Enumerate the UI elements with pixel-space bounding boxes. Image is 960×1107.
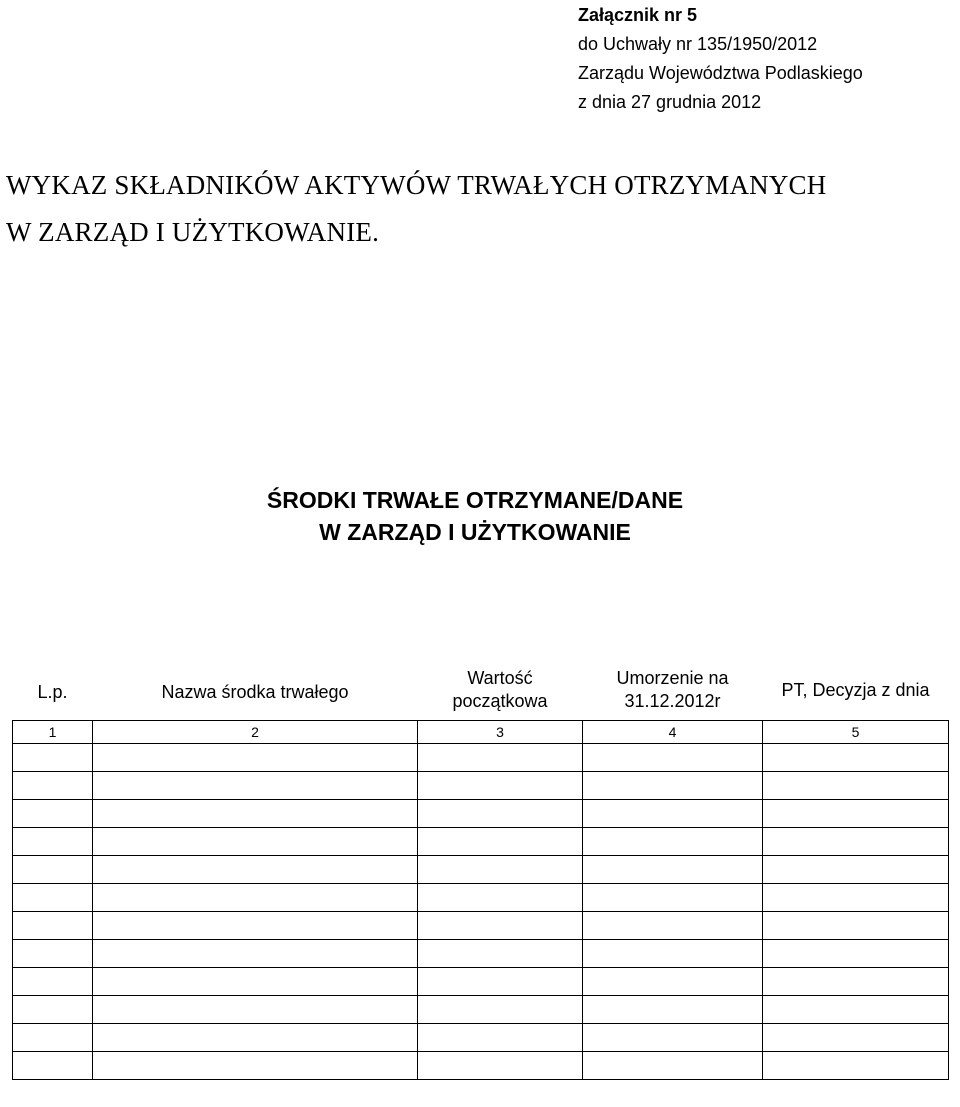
table-cell[interactable]	[93, 1024, 418, 1052]
table-cell[interactable]	[418, 884, 583, 912]
board-name: Zarządu Województwa Podlaskiego	[578, 63, 863, 83]
resolution-date: z dnia 27 grudnia 2012	[578, 92, 762, 112]
table-cell[interactable]	[583, 1024, 763, 1052]
table-cell[interactable]	[418, 940, 583, 968]
header-lp: L.p.	[13, 660, 93, 721]
table-cell[interactable]	[763, 1024, 949, 1052]
document-title-line-2: W ZARZĄD I UŻYTKOWANIE.	[6, 217, 380, 247]
table-row	[13, 772, 949, 800]
section-title-line-2: W ZARZĄD I UŻYTKOWANIE	[319, 519, 631, 545]
table-body	[13, 744, 949, 1080]
table-cell[interactable]	[93, 856, 418, 884]
table-cell[interactable]	[583, 856, 763, 884]
header-asset-name: Nazwa środka trwałego	[93, 660, 418, 721]
attachment-header	[578, 1, 863, 117]
table-cell[interactable]	[13, 800, 93, 828]
table-row	[13, 856, 949, 884]
table-cell[interactable]	[13, 828, 93, 856]
table-cell[interactable]	[583, 940, 763, 968]
table-row	[13, 1052, 949, 1080]
table-cell[interactable]	[13, 884, 93, 912]
table-cell[interactable]	[418, 744, 583, 772]
table-cell[interactable]	[13, 996, 93, 1024]
column-number: 2	[93, 721, 418, 744]
table-cell[interactable]	[13, 1024, 93, 1052]
table-cell[interactable]	[583, 772, 763, 800]
table-cell[interactable]	[763, 996, 949, 1024]
table-cell[interactable]	[93, 800, 418, 828]
table-cell[interactable]	[583, 1052, 763, 1080]
table-cell[interactable]	[763, 1052, 949, 1080]
table-row	[13, 828, 949, 856]
table-row	[13, 912, 949, 940]
table-cell[interactable]	[13, 968, 93, 996]
table-row	[13, 996, 949, 1024]
table-cell[interactable]	[763, 828, 949, 856]
table-cell[interactable]	[93, 968, 418, 996]
table-cell[interactable]	[763, 744, 949, 772]
header-depreciation: Umorzenie na 31.12.2012r	[583, 660, 763, 721]
table-row	[13, 1024, 949, 1052]
column-number: 3	[418, 721, 583, 744]
table-cell[interactable]	[583, 800, 763, 828]
table-row	[13, 800, 949, 828]
section-title	[0, 484, 950, 548]
table-cell[interactable]	[763, 856, 949, 884]
table-cell[interactable]	[763, 772, 949, 800]
column-number: 5	[763, 721, 949, 744]
table-cell[interactable]	[418, 1024, 583, 1052]
assets-table	[12, 660, 949, 1080]
table-row	[13, 940, 949, 968]
table-cell[interactable]	[418, 828, 583, 856]
table-cell[interactable]	[763, 940, 949, 968]
header-initial-value: Wartość początkowa	[418, 660, 583, 721]
table-cell[interactable]	[13, 772, 93, 800]
table-cell[interactable]	[93, 828, 418, 856]
table-cell[interactable]	[418, 800, 583, 828]
column-number-row	[13, 721, 949, 744]
section-title-line-1: ŚRODKI TRWAŁE OTRZYMANE/DANE	[266, 487, 684, 513]
table-cell[interactable]	[763, 884, 949, 912]
table-row	[13, 968, 949, 996]
table-cell[interactable]	[763, 968, 949, 996]
header-decision: PT, Decyzja z dnia	[763, 660, 949, 721]
table-cell[interactable]	[93, 884, 418, 912]
column-number: 4	[583, 721, 763, 744]
table-header-row	[13, 660, 949, 721]
table-cell[interactable]	[93, 1052, 418, 1080]
table-cell[interactable]	[93, 912, 418, 940]
table-row	[13, 884, 949, 912]
table-cell[interactable]	[583, 912, 763, 940]
table-cell[interactable]	[93, 940, 418, 968]
table-cell[interactable]	[13, 1052, 93, 1080]
table-cell[interactable]	[583, 744, 763, 772]
table-cell[interactable]	[583, 884, 763, 912]
table-cell[interactable]	[13, 940, 93, 968]
resolution-reference: do Uchwały nr 135/1950/2012	[578, 34, 818, 54]
table-cell[interactable]	[418, 772, 583, 800]
table-cell[interactable]	[13, 856, 93, 884]
table-cell[interactable]	[418, 1052, 583, 1080]
table-cell[interactable]	[13, 912, 93, 940]
table-cell[interactable]	[418, 968, 583, 996]
table-cell[interactable]	[418, 856, 583, 884]
table-cell[interactable]	[583, 968, 763, 996]
column-number: 1	[13, 721, 93, 744]
table-row	[13, 744, 949, 772]
table-cell[interactable]	[583, 828, 763, 856]
table-cell[interactable]	[93, 772, 418, 800]
table-cell[interactable]	[418, 996, 583, 1024]
attachment-number: Załącznik nr 5	[578, 5, 698, 25]
table-cell[interactable]	[93, 996, 418, 1024]
table-cell[interactable]	[583, 996, 763, 1024]
table-cell[interactable]	[13, 744, 93, 772]
table-cell[interactable]	[763, 800, 949, 828]
document-title-line-1: WYKAZ SKŁADNIKÓW AKTYWÓW TRWAŁYCH OTRZYMANYCH	[6, 170, 827, 200]
document-title	[6, 162, 956, 256]
table-cell[interactable]	[93, 744, 418, 772]
table-cell[interactable]	[418, 912, 583, 940]
table-cell[interactable]	[763, 912, 949, 940]
